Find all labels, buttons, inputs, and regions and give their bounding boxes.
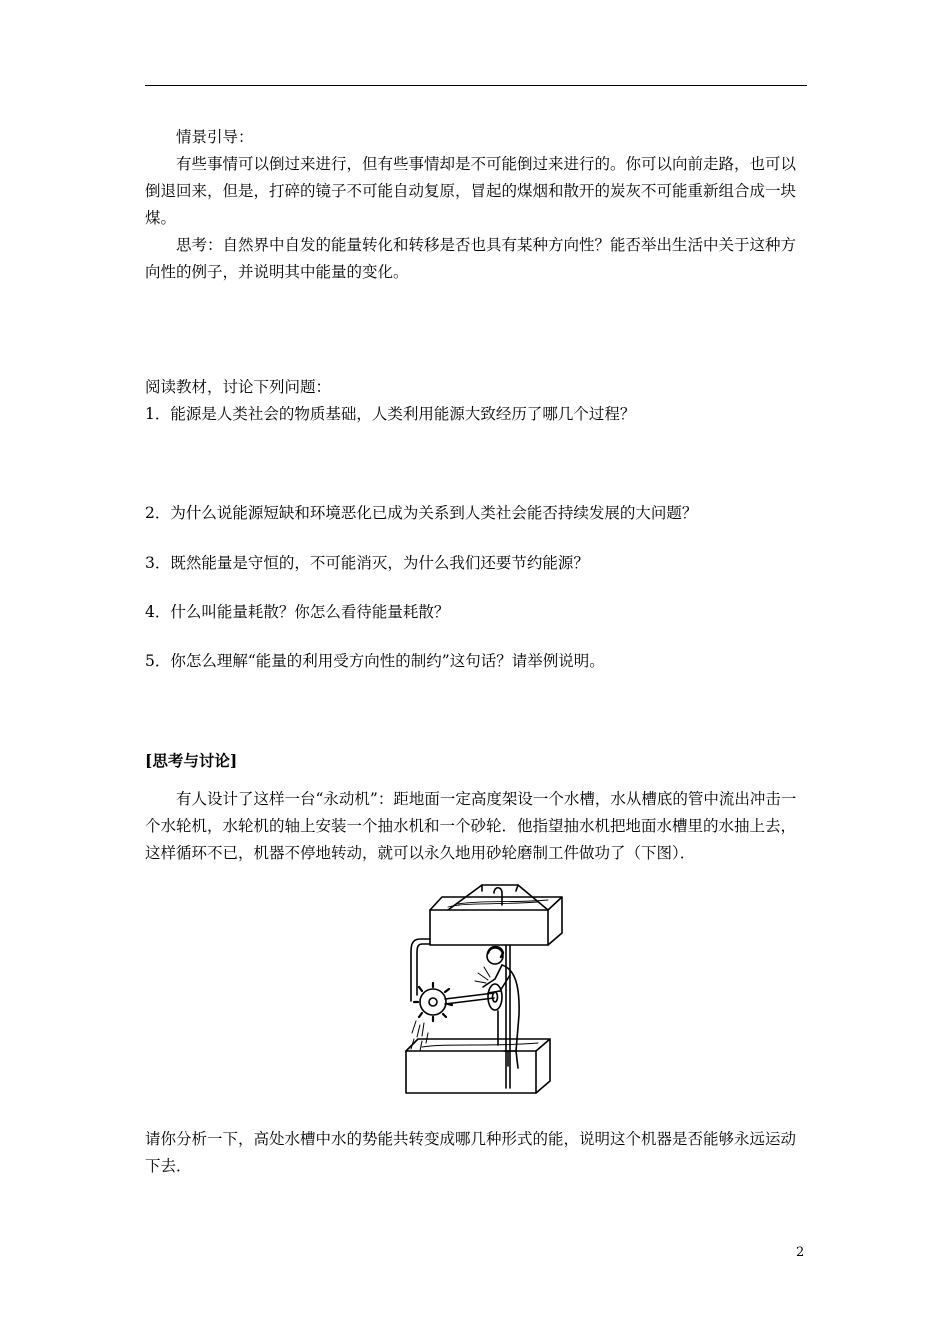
scenario-text: 有些事情可以倒过来进行，但有些事情却是不可能倒过来进行的。你可以向前走路，也可以倒退回来，但是，打碎的镜子不可能自动复原，冒起的煤烟和散开的炭灰不可能重新组合成一块煤。	[145, 155, 797, 227]
question-2: 2．为什么说能源短缺和环境恶化已成为关系到人类社会能否持续发展的大问题？	[145, 504, 698, 522]
discussion-text: 有人设计了这样一台“永动机”：距地面一定高度架设一个水槽，水从槽底的管中流出冲击一个水轮机，水轮机的轴上安装一个抽水机和一个砂轮．他指望抽水机把地面水槽里的水抽上去，这样循环不已，机器不停地转动，就可以永久地用砂轮磨制工件做功了（下图）．	[145, 790, 797, 862]
question-3: 3．既然能量是守恒的，不可能消灭，为什么我们还要节约能源？	[145, 554, 589, 572]
discussion-heading: [思考与讨论]	[145, 751, 238, 770]
discussion-question: 请你分析一下，高处水槽中水的势能共转变成哪几种形式的能，说明这个机器是否能够永远运动下去．	[145, 1130, 797, 1175]
reading-intro: 阅读教材，讨论下列问题：	[145, 378, 332, 396]
question-4: 4．什么叫能量耗散？你怎么看待能量耗散？	[145, 603, 450, 621]
scenario-think: 思考：自然界中自发的能量转化和转移是否也具有某种方向性？能否举出生活中关于这种方向性的例子，并说明其中能量的变化。	[145, 236, 797, 281]
question-1: 1．能源是人类社会的物质基础，人类利用能源大致经历了哪几个过程？	[145, 405, 636, 423]
question-5: 5．你怎么理解“能量的利用受方向性的制约”这句话？请举例说明。	[145, 652, 605, 670]
perpetual-motion-figure	[398, 883, 566, 1098]
page-number: 2	[796, 1245, 805, 1260]
header-rule	[145, 85, 807, 86]
scenario-label: 情景引导：	[176, 128, 254, 146]
